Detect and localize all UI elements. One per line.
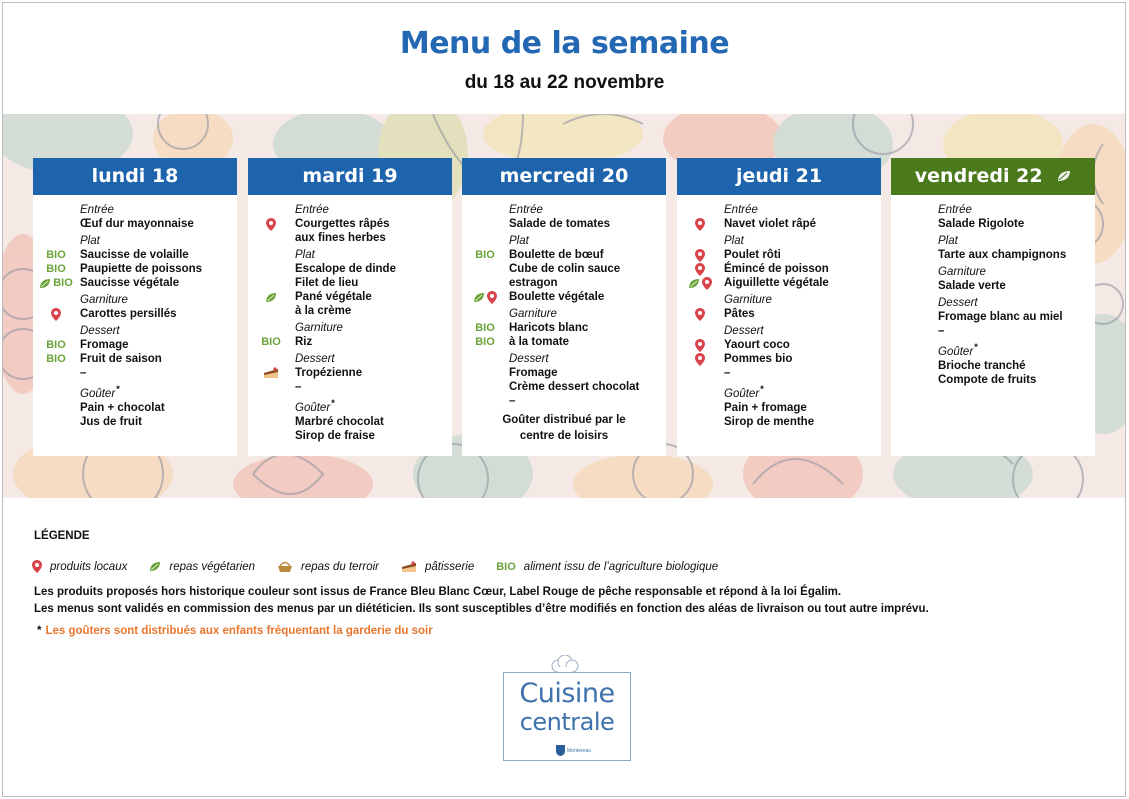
item-markers xyxy=(462,321,508,335)
menu-item xyxy=(33,307,237,321)
category-label: Garniture xyxy=(724,294,772,306)
menu-item xyxy=(33,276,237,290)
item-label: Paupiette de poissons xyxy=(80,263,203,275)
legend-label: repas du terroir xyxy=(301,560,380,573)
item-label: aux fines herbes xyxy=(295,232,386,244)
day-header: lundi 18 xyxy=(33,158,237,195)
item-label: Haricots blanc xyxy=(509,322,589,334)
day-menu xyxy=(677,195,881,429)
menu-item xyxy=(248,366,452,380)
location-pin-icon xyxy=(695,339,705,352)
leaf-icon xyxy=(149,561,161,572)
item-markers xyxy=(677,352,723,366)
menu-item xyxy=(677,262,881,276)
bio-label: BIO xyxy=(53,277,73,289)
menu-item xyxy=(891,217,1095,231)
menu-category xyxy=(33,293,237,307)
menu-item xyxy=(677,366,881,380)
item-label: Compote de fruits xyxy=(938,373,1037,386)
menu-category xyxy=(462,352,666,366)
day-menu xyxy=(33,195,237,429)
bio-label: BIO xyxy=(46,353,66,365)
cake-icon xyxy=(401,561,417,573)
location-pin-icon xyxy=(487,291,497,304)
category-label: Entrée xyxy=(724,204,758,216)
location-pin-icon xyxy=(695,249,705,262)
item-markers xyxy=(677,262,723,276)
menu-item xyxy=(33,262,237,276)
gouter-footer-line: Goûter distribué par le xyxy=(502,414,626,426)
day-column-tuesday xyxy=(248,158,452,456)
item-markers xyxy=(33,262,79,276)
menu-item xyxy=(248,335,452,349)
item-label: Boulette de bœuf xyxy=(509,249,604,261)
item-markers xyxy=(677,338,723,352)
menu-item xyxy=(462,290,666,304)
menu-category xyxy=(891,203,1095,217)
menu-category xyxy=(677,383,881,401)
category-label: Entrée xyxy=(509,204,543,216)
category-label: Plat xyxy=(724,235,744,247)
day-header: mardi 19 xyxy=(248,158,452,195)
bio-label: BIO xyxy=(475,322,495,334)
item-label: Saucisse de volaille xyxy=(80,249,189,261)
item-markers xyxy=(248,366,294,380)
legend-item xyxy=(32,560,127,573)
item-markers xyxy=(462,290,508,304)
menu-item xyxy=(462,276,666,290)
bio-label: BIO xyxy=(475,336,495,348)
menu-item xyxy=(677,217,881,231)
bio-label: BIO xyxy=(46,249,66,261)
item-label: Filet de lieu xyxy=(295,277,359,289)
menu-category xyxy=(248,321,452,335)
bio-label: BIO xyxy=(46,339,66,351)
crest-icon xyxy=(556,745,565,756)
menu-item xyxy=(891,279,1095,293)
menu-item xyxy=(33,248,237,262)
bio-label: BIO xyxy=(46,263,66,275)
menu-item xyxy=(462,262,666,276)
legend-item xyxy=(149,561,255,573)
day-header-label: vendredi 22 xyxy=(914,165,1043,187)
menu-item xyxy=(462,217,666,231)
item-markers xyxy=(248,217,294,231)
category-label: Entrée xyxy=(80,204,114,216)
category-label: Garniture xyxy=(509,308,557,320)
legend-item xyxy=(401,561,474,573)
day-menu xyxy=(462,195,666,444)
category-label: Dessert xyxy=(938,297,978,309)
location-pin-icon xyxy=(695,308,705,321)
menu-category xyxy=(33,383,237,401)
item-label: Marbré chocolat xyxy=(295,415,384,428)
category-label: Goûter xyxy=(80,387,116,400)
menu-item xyxy=(677,401,881,415)
item-label: à la crème xyxy=(295,305,352,317)
page-subtitle: du 18 au 22 novembre xyxy=(464,72,665,93)
asterisk: * xyxy=(37,625,42,637)
item-label: – xyxy=(295,381,302,393)
item-label: Tarte aux champignons xyxy=(938,249,1067,261)
menu-item xyxy=(248,231,452,245)
menu-category xyxy=(891,234,1095,248)
menu-item xyxy=(462,321,666,335)
menu-item xyxy=(891,373,1095,387)
item-label: Salade Rigolote xyxy=(938,218,1025,230)
item-label: Riz xyxy=(295,336,313,348)
item-label: Pâtes xyxy=(724,308,755,320)
item-label: Pané végétale xyxy=(295,291,372,303)
menu-category xyxy=(248,203,452,217)
item-label: – xyxy=(938,325,945,337)
location-pin-icon xyxy=(51,308,61,321)
item-markers xyxy=(462,248,508,262)
menu-item xyxy=(462,394,666,408)
legend-label: produits locaux xyxy=(50,560,128,573)
asterisk: * xyxy=(116,384,120,395)
item-label: Œuf dur mayonnaise xyxy=(80,218,194,230)
menu-category xyxy=(677,293,881,307)
category-label: Dessert xyxy=(80,325,120,337)
item-label: Jus de fruit xyxy=(80,415,142,428)
item-markers xyxy=(677,217,723,231)
item-label: Salade verte xyxy=(938,280,1006,292)
item-label: Carottes persillés xyxy=(80,308,177,320)
leaf-icon xyxy=(1057,158,1071,195)
menu-item xyxy=(248,290,452,304)
location-pin-icon xyxy=(702,277,712,290)
cuisine-centrale-logo xyxy=(503,672,631,761)
menu-item xyxy=(33,338,237,352)
item-markers xyxy=(677,307,723,321)
menu-category xyxy=(891,341,1095,359)
item-markers xyxy=(33,307,79,321)
category-label: Goûter xyxy=(295,401,331,414)
category-label: Entrée xyxy=(938,204,972,216)
menu-item xyxy=(677,352,881,366)
item-label: Navet violet râpé xyxy=(724,218,817,230)
menu-item xyxy=(33,217,237,231)
leaf-icon xyxy=(39,278,51,289)
item-label: Brioche tranché xyxy=(938,359,1026,372)
menu-category xyxy=(248,352,452,366)
menu-category xyxy=(462,234,666,248)
item-label: Sirop de fraise xyxy=(295,429,375,442)
menu-item xyxy=(248,415,452,429)
cake-icon xyxy=(263,367,279,379)
menu-category xyxy=(462,307,666,321)
menu-category xyxy=(677,203,881,217)
item-label: Fromage blanc au miel xyxy=(938,311,1063,323)
item-label: estragon xyxy=(509,277,558,289)
bio-label: BIO xyxy=(496,560,516,573)
item-markers xyxy=(677,276,723,290)
asterisk: * xyxy=(760,384,764,395)
legend-items xyxy=(32,560,740,573)
legend-label: aliment issu de l’agriculture biologique xyxy=(523,560,719,573)
item-label: – xyxy=(509,395,516,407)
menu-item xyxy=(248,276,452,290)
category-label: Entrée xyxy=(295,204,329,216)
category-label: Goûter xyxy=(724,387,760,400)
menu-category xyxy=(248,397,452,415)
logo-line-1: Cuisine xyxy=(519,678,615,709)
menu-item xyxy=(891,248,1095,262)
menu-item xyxy=(248,262,452,276)
item-label: – xyxy=(724,367,731,379)
item-label: Émincé de poisson xyxy=(724,263,829,275)
item-label: Pain + fromage xyxy=(724,401,807,414)
menu-category xyxy=(33,203,237,217)
menu-item xyxy=(677,276,881,290)
menu-item xyxy=(33,366,237,380)
menu-item xyxy=(462,366,666,380)
leaf-icon xyxy=(688,278,700,289)
item-label: Pain + chocolat xyxy=(80,401,165,414)
legend-title: LÉGENDE xyxy=(34,530,90,542)
item-label: Tropézienne xyxy=(295,367,363,379)
town-name: Montereau xyxy=(567,747,591,754)
item-label: Sirop de menthe xyxy=(724,415,815,428)
menu-item xyxy=(33,415,237,429)
menu-item xyxy=(677,338,881,352)
legend-note: Les menus sont validés en commission des menus par un diététicien. Ils sont susceptibles d’être modifiés en fonction des aléas de livraison ou tout autre imprévu. xyxy=(34,603,929,615)
menu-category xyxy=(677,324,881,338)
menu-item xyxy=(248,380,452,394)
location-pin-icon xyxy=(266,218,276,231)
menu-item xyxy=(248,217,452,231)
gouter-note-text: Les goûters sont distribués aux enfants fréquentant la garderie du soir xyxy=(45,625,433,637)
day-column-friday xyxy=(891,158,1095,456)
menu-item xyxy=(677,248,881,262)
leaf-icon xyxy=(473,292,485,303)
leaf-icon xyxy=(265,292,277,303)
item-label: – xyxy=(80,367,87,379)
legend-label: pâtisserie xyxy=(425,560,475,573)
menu-item xyxy=(677,415,881,429)
day-column-wednesday xyxy=(462,158,666,456)
category-label: Garniture xyxy=(295,322,343,334)
category-label: Plat xyxy=(938,235,958,247)
legend-item xyxy=(496,561,718,573)
day-header: jeudi 21 xyxy=(677,158,881,195)
asterisk: * xyxy=(974,342,978,353)
item-label: Escalope de dinde xyxy=(295,263,396,275)
location-pin-icon xyxy=(695,263,705,276)
page-title: Menu de la semaine xyxy=(399,26,730,61)
menu-category xyxy=(33,324,237,338)
bio-label: BIO xyxy=(261,336,281,348)
menu-item xyxy=(891,324,1095,338)
menu-item xyxy=(462,380,666,394)
day-header xyxy=(891,158,1095,195)
day-header: mercredi 20 xyxy=(462,158,666,195)
bio-label: BIO xyxy=(475,249,495,261)
category-label: Plat xyxy=(509,235,529,247)
menu-category xyxy=(248,248,452,262)
menu-item xyxy=(248,304,452,318)
menu-category xyxy=(891,265,1095,279)
item-markers xyxy=(462,335,508,349)
category-label: Dessert xyxy=(509,353,549,365)
menu-item xyxy=(462,248,666,262)
day-column-monday xyxy=(33,158,237,456)
asterisk: * xyxy=(331,398,335,409)
item-label: Fromage xyxy=(509,367,558,379)
category-label: Dessert xyxy=(295,353,335,365)
logo-line-2: centrale xyxy=(519,708,615,736)
item-label: Boulette végétale xyxy=(509,291,605,303)
gouter-footer-line: centre de loisirs xyxy=(519,430,609,442)
menu-item xyxy=(33,352,237,366)
location-pin-icon xyxy=(32,560,42,573)
menu-category xyxy=(462,203,666,217)
item-markers xyxy=(677,248,723,262)
location-pin-icon xyxy=(695,353,705,366)
item-markers xyxy=(33,338,79,352)
town-crest xyxy=(556,745,591,756)
item-label: Saucisse végétale xyxy=(80,277,180,289)
item-label: Cube de colin sauce xyxy=(509,263,621,275)
item-label: Aiguillette végétale xyxy=(724,277,829,289)
item-markers xyxy=(33,276,79,290)
menu-item xyxy=(248,429,452,443)
legend-label: repas végétarien xyxy=(169,560,256,573)
category-label: Garniture xyxy=(80,294,128,306)
location-pin-icon xyxy=(695,218,705,231)
category-label: Garniture xyxy=(938,266,986,278)
menu-category xyxy=(891,296,1095,310)
item-markers xyxy=(248,290,294,304)
item-markers xyxy=(33,352,79,366)
category-label: Plat xyxy=(80,235,100,247)
item-label: Yaourt coco xyxy=(724,339,790,351)
item-markers xyxy=(248,335,294,349)
menu-category xyxy=(677,234,881,248)
category-label: Dessert xyxy=(724,325,764,337)
item-label: à la tomate xyxy=(509,336,570,348)
item-label: Poulet rôti xyxy=(724,249,781,261)
legend-item xyxy=(277,561,379,573)
item-label: Courgettes râpés xyxy=(295,218,390,230)
day-menu xyxy=(248,195,452,443)
category-label: Plat xyxy=(295,249,315,261)
menu-item xyxy=(891,310,1095,324)
item-label: Fromage xyxy=(80,339,129,351)
item-label: Crème dessert chocolat xyxy=(509,381,640,393)
menu-item xyxy=(677,307,881,321)
basket-icon xyxy=(277,561,293,573)
menu-item xyxy=(462,335,666,349)
menu-item xyxy=(33,401,237,415)
menu-category xyxy=(33,234,237,248)
item-label: Fruit de saison xyxy=(80,353,162,365)
item-label: Pommes bio xyxy=(724,353,793,365)
gouter-note xyxy=(37,625,433,637)
menu-item xyxy=(891,359,1095,373)
legend-note: Les produits proposés hors historique couleur sont issus de France Bleu Blanc Cœur, Label Rouge de pêche responsable et répond à la loi Égalim. xyxy=(34,586,842,598)
day-column-thursday xyxy=(677,158,881,456)
day-menu xyxy=(891,195,1095,387)
item-markers xyxy=(33,248,79,262)
item-label: Salade de tomates xyxy=(509,218,610,230)
category-label: Goûter xyxy=(938,345,974,358)
